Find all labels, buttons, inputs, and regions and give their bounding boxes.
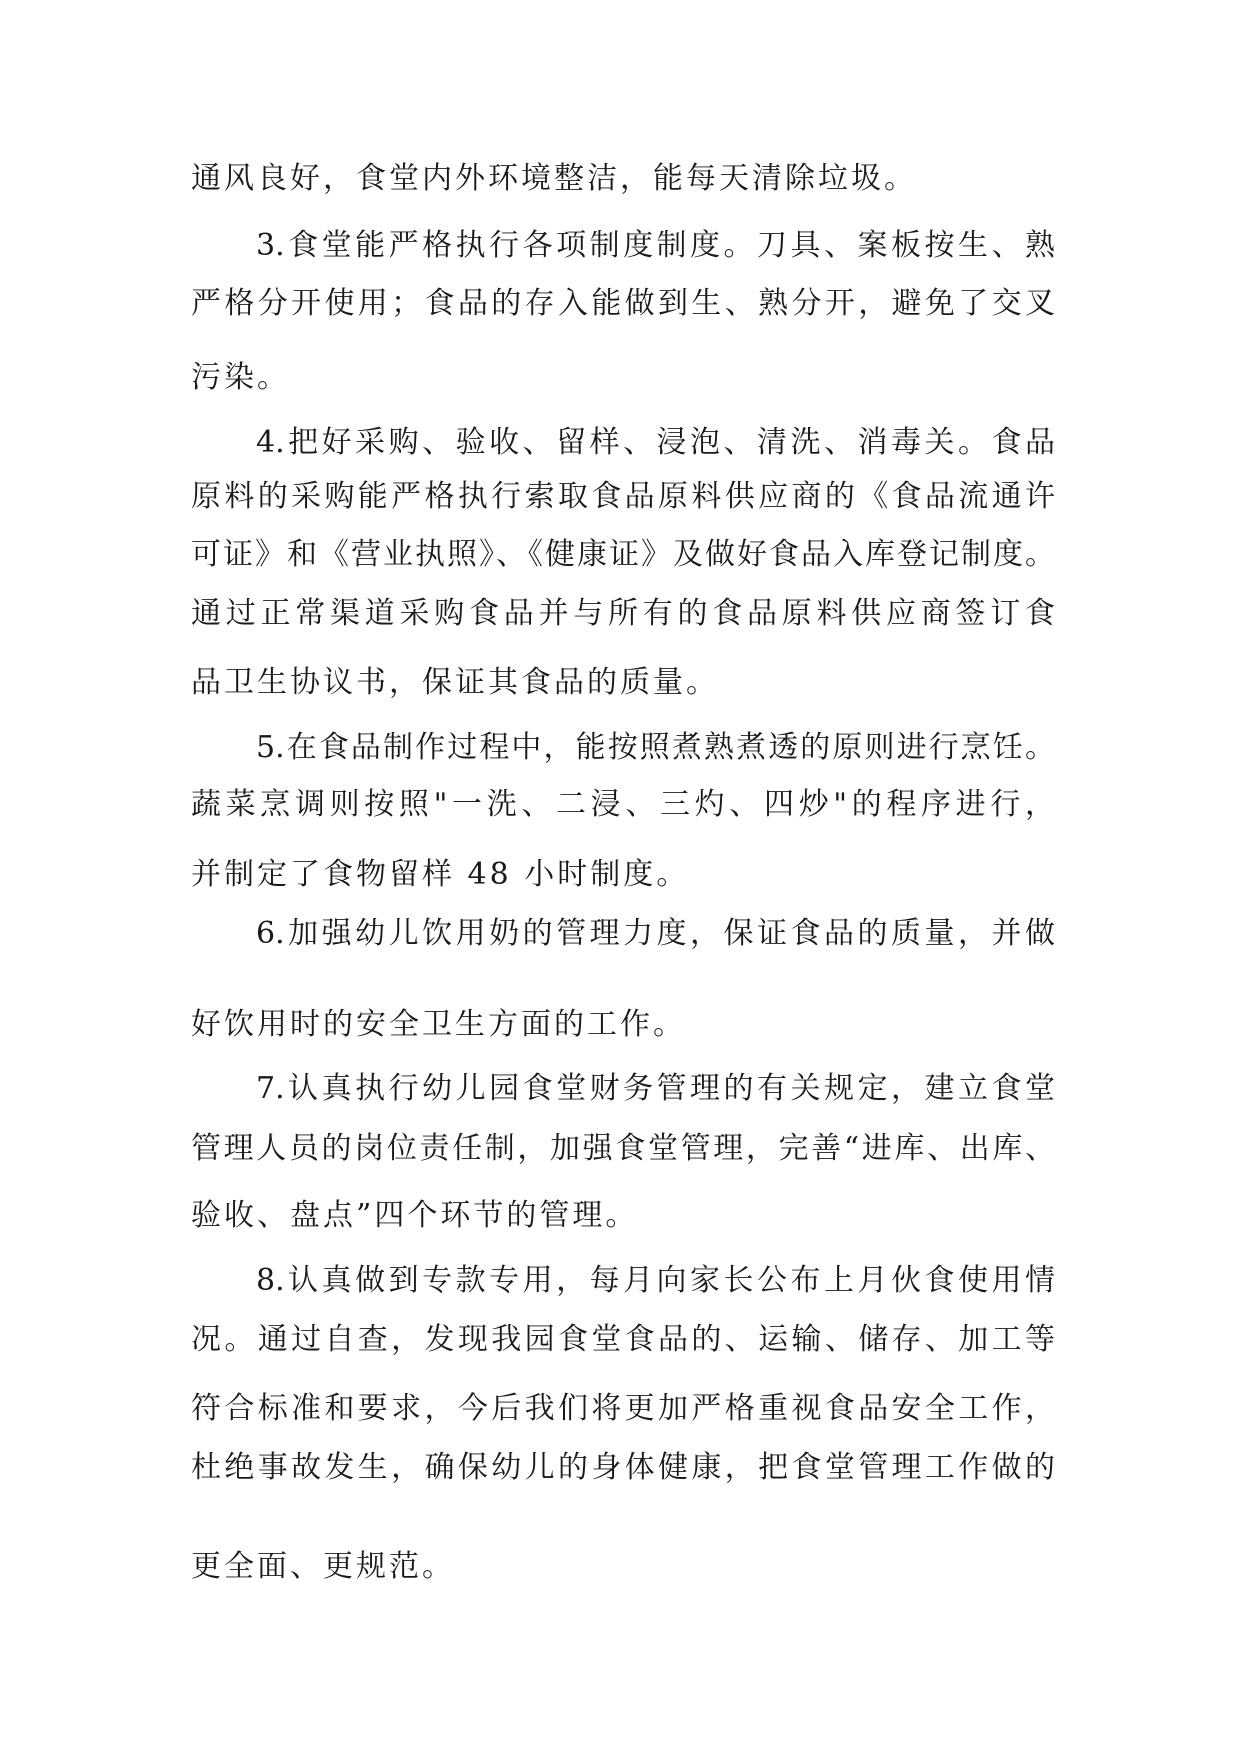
text-line: 8.认真做到专款专用，每月向家长公布上月伙食使用情 bbox=[256, 1263, 1055, 1298]
text-line: 7.认真执行幼儿园食堂财务管理的有关规定，建立食堂 bbox=[256, 1071, 1055, 1106]
text-line: 通过正常渠道采购食品并与所有的食品原料供应商签订食 bbox=[191, 596, 1055, 631]
text-line: 况。通过自查，发现我园食堂食品的、运输、储存、加工等 bbox=[191, 1322, 1055, 1357]
text-line: 验收、盘点”四个环节的管理。 bbox=[191, 1198, 639, 1233]
text-line: 品卫生协议书，保证其食品的质量。 bbox=[191, 665, 719, 700]
text-line: 原料的采购能严格执行索取食品原料供应商的《食品流通许 bbox=[191, 479, 1055, 514]
text-line: 蔬菜烹调则按照"一洗、二浸、三灼、四炒"的程序进行， bbox=[191, 787, 1055, 822]
text-line: 管理人员的岗位责任制，加强食堂管理，完善“进库、出库、 bbox=[191, 1131, 1055, 1166]
text-line: 可证》和《营业执照》、《健康证》及做好食品入库登记制度。 bbox=[191, 537, 1055, 572]
text-line: 符合标准和要求，今后我们将更加严格重视食品安全工作， bbox=[191, 1391, 1055, 1426]
text-line: 5.在食品制作过程中，能按照煮熟煮透的原则进行烹饪。 bbox=[256, 730, 1055, 765]
text-line: 污染。 bbox=[191, 360, 290, 395]
text-line: 并制定了食物留样 48 小时制度。 bbox=[191, 857, 690, 892]
text-line: 严格分开使用；食品的存入能做到生、熟分开，避免了交叉 bbox=[191, 286, 1055, 321]
text-line: 杜绝事故发生，确保幼儿的身体健康，把食堂管理工作做的 bbox=[191, 1450, 1055, 1485]
text-line: 3.食堂能严格执行各项制度制度。刀具、案板按生、熟 bbox=[256, 228, 1055, 263]
text-line: 6.加强幼儿饮用奶的管理力度，保证食品的质量，并做 bbox=[256, 916, 1055, 951]
text-line: 4.把好采购、验收、留样、浸泡、清洗、消毒关。食品 bbox=[256, 425, 1055, 460]
text-line: 好饮用时的安全卫生方面的工作。 bbox=[191, 1007, 686, 1042]
text-line: 更全面、更规范。 bbox=[191, 1549, 455, 1584]
text-line: 通风良好，食堂内外环境整洁，能每天清除垃圾。 bbox=[191, 161, 917, 196]
